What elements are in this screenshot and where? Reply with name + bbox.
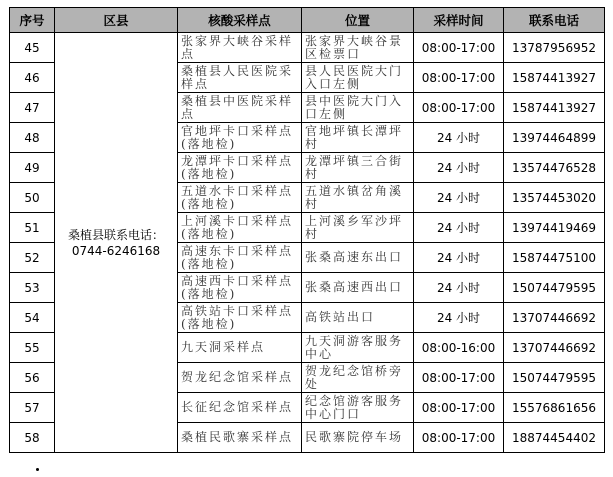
site-location: 张家界大峡谷景区检票口 xyxy=(302,33,414,63)
sampling-hours: 24 小时 xyxy=(414,303,504,333)
sampling-site: 张家界大峡谷采样点 xyxy=(178,33,302,63)
sampling-site: 桑植县人民医院采样点 xyxy=(178,63,302,93)
sampling-site: 五道水卡口采样点(落地检) xyxy=(178,183,302,213)
header-no: 序号 xyxy=(10,8,55,33)
district-label: 桑植县联系电话： xyxy=(67,227,164,242)
sampling-hours: 08:00-17:00 xyxy=(414,393,504,423)
contact-phone: 13574453020 xyxy=(504,183,605,213)
site-location: 龙潭坪镇三合街村 xyxy=(302,153,414,183)
header-location: 位置 xyxy=(302,8,414,33)
sampling-hours: 24 小时 xyxy=(414,243,504,273)
row-number: 50 xyxy=(10,183,55,213)
sampling-hours: 08:00-17:00 xyxy=(414,363,504,393)
row-number: 45 xyxy=(10,33,55,63)
sampling-site: 龙潭坪卡口采样点(落地检) xyxy=(178,153,302,183)
contact-phone: 13787956952 xyxy=(504,33,605,63)
sampling-hours: 24 小时 xyxy=(414,183,504,213)
sampling-site: 高速西卡口采样点(落地检) xyxy=(178,273,302,303)
site-location: 张桑高速西出口 xyxy=(302,273,414,303)
sampling-site: 九天洞采样点 xyxy=(178,333,302,363)
row-number: 47 xyxy=(10,93,55,123)
header-site: 核酸采样点 xyxy=(178,8,302,33)
sampling-site: 长征纪念馆采样点 xyxy=(178,393,302,423)
row-number: 46 xyxy=(10,63,55,93)
contact-phone: 15874413927 xyxy=(504,93,605,123)
district-phone: 0744-6246168 xyxy=(71,243,161,258)
sampling-hours: 24 小时 xyxy=(414,273,504,303)
sampling-site: 桑植民歌寨采样点 xyxy=(178,423,302,453)
site-location: 官地坪镇长潭坪村 xyxy=(302,123,414,153)
contact-phone: 15576861656 xyxy=(504,393,605,423)
sampling-sites-table xyxy=(9,7,605,453)
contact-phone: 13707446692 xyxy=(504,333,605,363)
site-location: 贺龙纪念馆桥旁处 xyxy=(302,363,414,393)
site-location: 高铁站出口 xyxy=(302,303,414,333)
row-number: 54 xyxy=(10,303,55,333)
header-phone: 联系电话 xyxy=(504,8,605,33)
site-location: 民歌寨院停车场 xyxy=(302,423,414,453)
district-cell xyxy=(55,33,178,453)
sampling-site: 官地坪卡口采样点(落地检) xyxy=(178,123,302,153)
contact-phone: 13574476528 xyxy=(504,153,605,183)
row-number: 57 xyxy=(10,393,55,423)
site-location: 九天洞游客服务中心 xyxy=(302,333,414,363)
site-location: 纪念馆游客服务中心门口 xyxy=(302,393,414,423)
sampling-hours: 24 小时 xyxy=(414,153,504,183)
header-row xyxy=(10,8,605,33)
header-district: 区县 xyxy=(55,8,178,33)
sampling-site: 高铁站卡口采样点(落地检) xyxy=(178,303,302,333)
sampling-site: 高速东卡口采样点(落地检) xyxy=(178,243,302,273)
row-number: 56 xyxy=(10,363,55,393)
contact-phone: 15874413927 xyxy=(504,63,605,93)
sampling-hours: 24 小时 xyxy=(414,123,504,153)
sampling-hours: 24 小时 xyxy=(414,213,504,243)
row-number: 52 xyxy=(10,243,55,273)
row-number: 58 xyxy=(10,423,55,453)
site-location: 五道水镇岔角溪村 xyxy=(302,183,414,213)
sampling-hours: 08:00-17:00 xyxy=(414,63,504,93)
sampling-site: 贺龙纪念馆采样点 xyxy=(178,363,302,393)
header-hours: 采样时间 xyxy=(414,8,504,33)
site-location: 张桑高速东出口 xyxy=(302,243,414,273)
contact-phone: 13974464899 xyxy=(504,123,605,153)
contact-phone: 15874475100 xyxy=(504,243,605,273)
contact-phone: 13707446692 xyxy=(504,303,605,333)
sampling-site: 桑植县中医院采样点 xyxy=(178,93,302,123)
site-location: 上河溪乡军沙坪村 xyxy=(302,213,414,243)
contact-phone: 18874454402 xyxy=(504,423,605,453)
sampling-hours: 08:00-16:00 xyxy=(414,333,504,363)
sampling-hours: 08:00-17:00 xyxy=(414,33,504,63)
row-number: 49 xyxy=(10,153,55,183)
contact-phone: 15074479595 xyxy=(504,273,605,303)
site-location: 县中医院大门入口左侧 xyxy=(302,93,414,123)
sampling-hours: 08:00-17:00 xyxy=(414,423,504,453)
contact-phone: 13974419469 xyxy=(504,213,605,243)
row-number: 48 xyxy=(10,123,55,153)
sampling-site: 上河溪卡口采样点(落地检) xyxy=(178,213,302,243)
stray-dot xyxy=(36,468,39,471)
table-row xyxy=(10,33,605,63)
row-number: 55 xyxy=(10,333,55,363)
sampling-hours: 08:00-17:00 xyxy=(414,93,504,123)
contact-phone: 15074479595 xyxy=(504,363,605,393)
row-number: 51 xyxy=(10,213,55,243)
site-location: 县人民医院大门入口左侧 xyxy=(302,63,414,93)
row-number: 53 xyxy=(10,273,55,303)
